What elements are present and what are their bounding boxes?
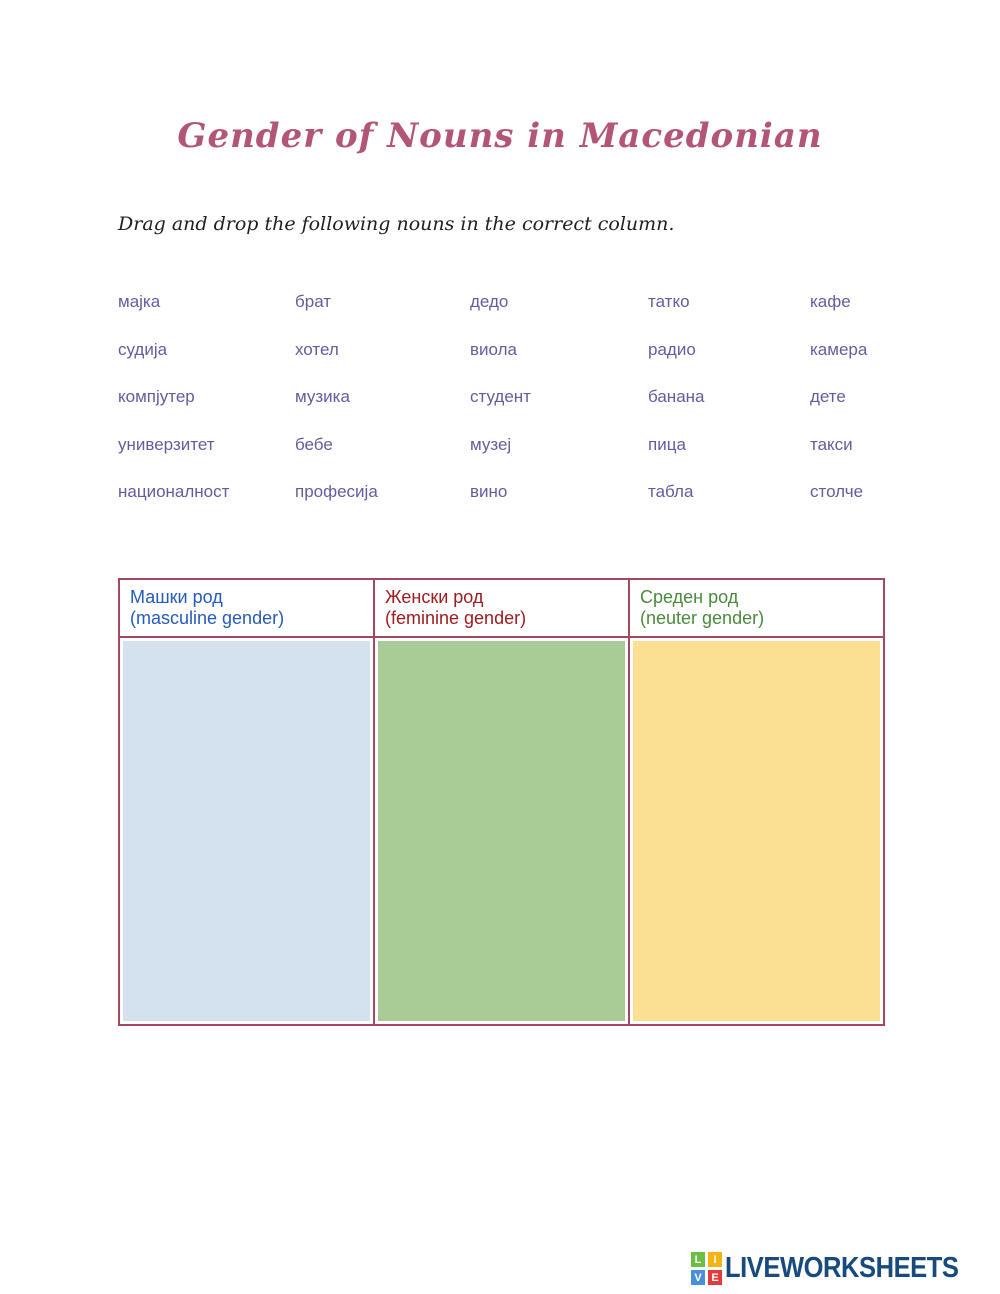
draggable-word[interactable]: брат [295, 292, 332, 311]
instruction-text: Drag and drop the following nouns in the correct column. [118, 213, 675, 235]
draggable-word[interactable]: компјутер [118, 387, 195, 406]
drop-zone-neuter[interactable] [633, 641, 880, 1021]
draggable-word[interactable]: татко [648, 292, 690, 311]
header-neuter-subtitle: (neuter gender) [640, 608, 765, 628]
draggable-word[interactable]: професија [295, 482, 378, 501]
logo-square-l: L [690, 1251, 706, 1268]
header-feminine [374, 579, 629, 637]
draggable-word[interactable]: радио [648, 339, 696, 359]
draggable-word[interactable]: столче [810, 482, 864, 501]
draggable-word[interactable]: музеј [470, 434, 512, 454]
draggable-word[interactable]: дете [810, 387, 846, 406]
header-masculine-name: Машки род [130, 587, 223, 607]
header-masculine [119, 579, 374, 637]
draggable-word[interactable]: музика [295, 387, 350, 406]
cell-masculine [119, 637, 374, 1025]
header-feminine-name: Женски род [385, 587, 484, 607]
draggable-word[interactable]: пица [648, 434, 686, 454]
draggable-word[interactable]: табла [648, 482, 694, 501]
header-neuter-name: Среден род [640, 587, 739, 607]
logo-square-e: E [707, 1269, 723, 1286]
drop-zone-masculine[interactable] [123, 641, 370, 1021]
header-feminine-subtitle: (feminine gender) [385, 608, 527, 628]
draggable-word[interactable]: бебе [295, 434, 333, 454]
liveworksheets-logo [690, 1251, 990, 1286]
header-masculine-subtitle: (masculine gender) [130, 608, 285, 628]
liveworksheets-logo-icon [690, 1251, 723, 1286]
logo-wordmark: LIVEWORKSHEETS [725, 1252, 959, 1284]
draggable-word[interactable]: националност [118, 482, 230, 501]
draggable-word[interactable]: хотел [295, 339, 339, 359]
draggable-word[interactable]: банана [648, 387, 705, 406]
cell-feminine [374, 637, 629, 1025]
draggable-word[interactable]: вино [470, 482, 508, 501]
logo-square-i: I [707, 1251, 723, 1268]
draggable-word[interactable]: камера [810, 339, 868, 359]
draggable-word[interactable]: виола [470, 339, 517, 359]
draggable-word[interactable]: мајка [118, 292, 161, 311]
draggable-word[interactable]: дедо [470, 292, 509, 311]
page-title: Gender of Nouns in Macedonian [177, 116, 823, 156]
logo-square-v: V [690, 1269, 706, 1286]
draggable-word[interactable]: такси [810, 434, 853, 454]
word-bank [118, 292, 878, 530]
draggable-word[interactable]: универзитет [118, 434, 215, 454]
cell-neuter [629, 637, 884, 1025]
header-neuter [629, 579, 884, 637]
draggable-word[interactable]: студент [470, 387, 531, 406]
drop-zone-feminine[interactable] [378, 641, 625, 1021]
draggable-word[interactable]: судија [118, 339, 168, 359]
gender-table [118, 578, 885, 1026]
draggable-word[interactable]: кафе [810, 292, 851, 311]
